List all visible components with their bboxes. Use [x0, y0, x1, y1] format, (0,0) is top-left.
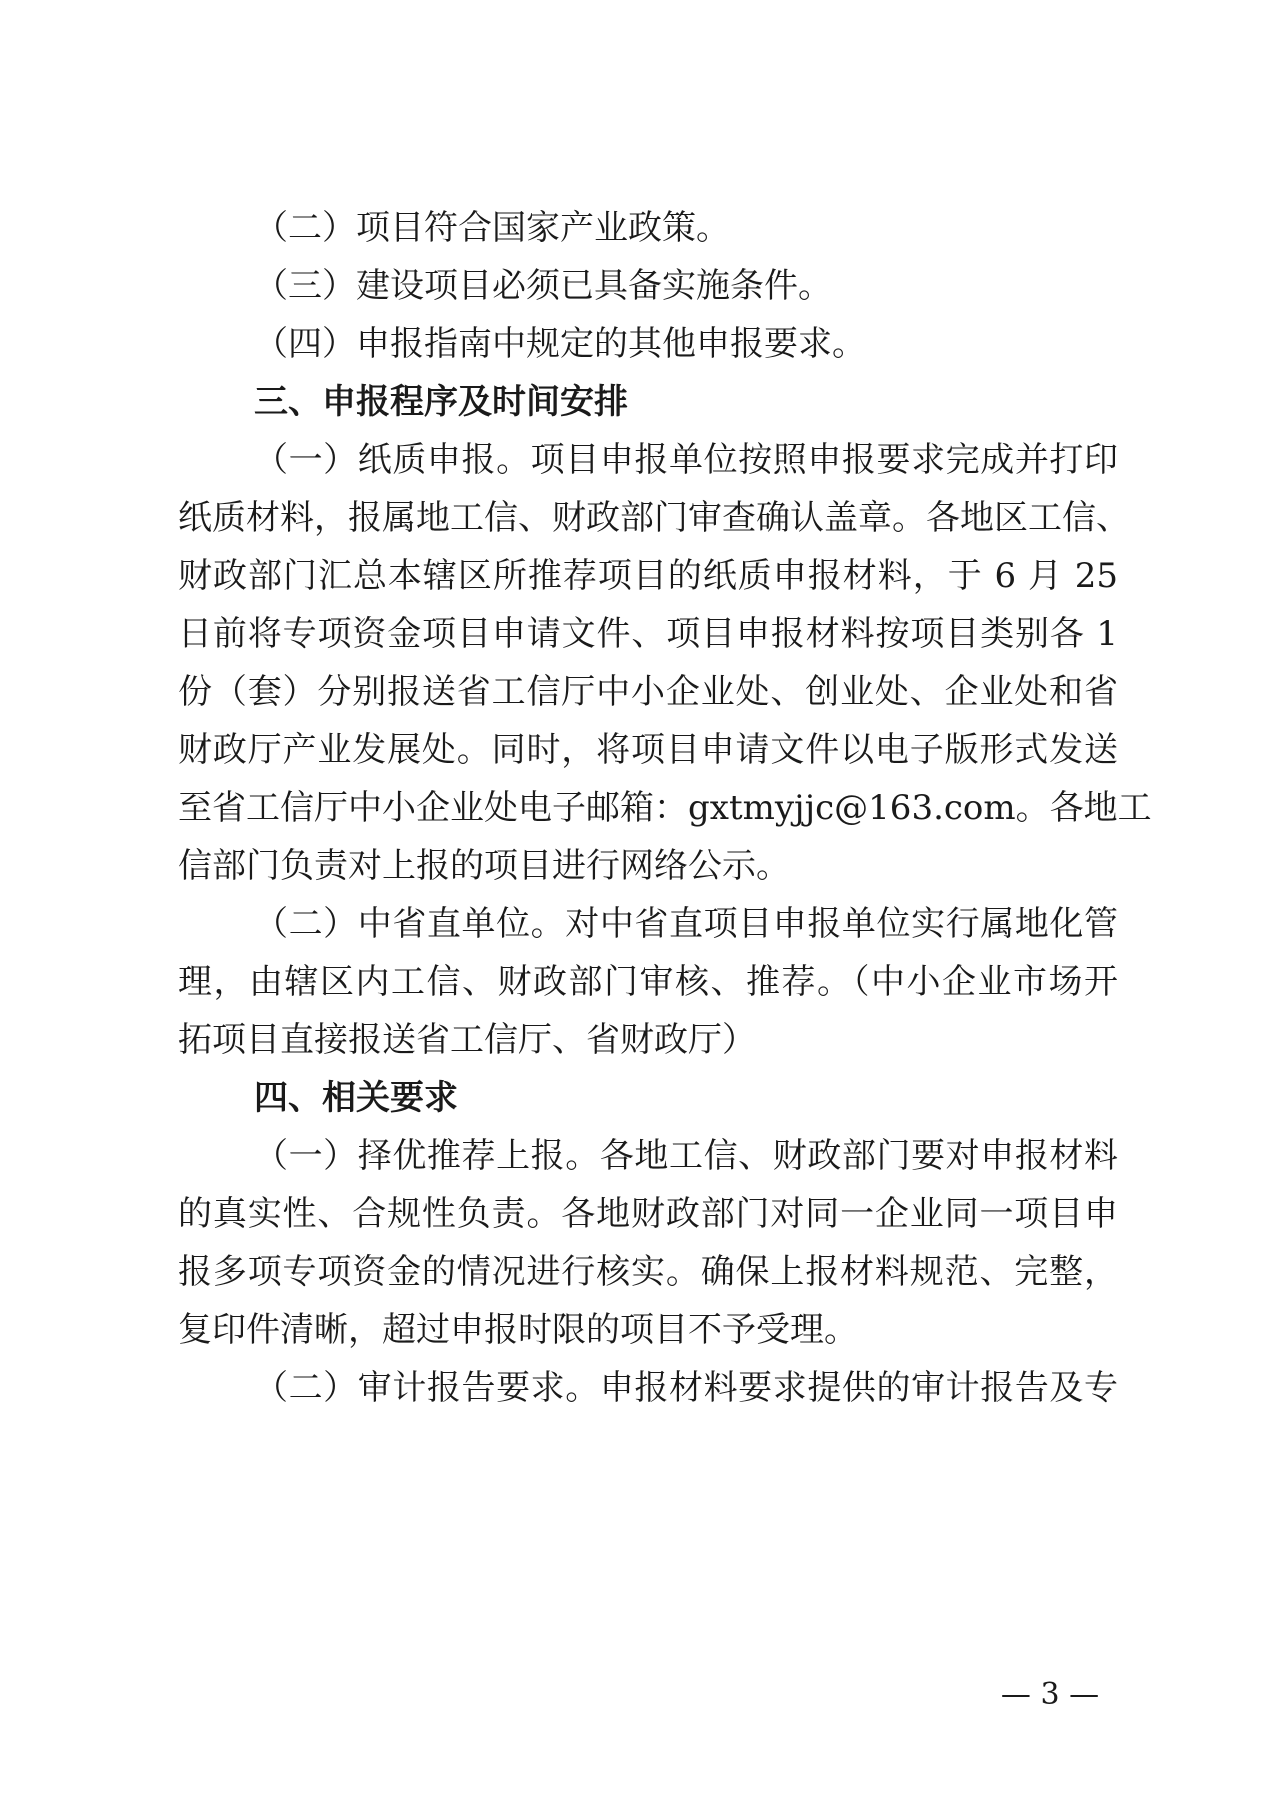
paragraph-line: （一）择优推荐上报。各地工信、财政部门要对申报材料 — [254, 1136, 1118, 1176]
paragraph-line: 复印件清晰，超过申报时限的项目不予受理。 — [178, 1310, 858, 1350]
paragraph-line: （二）审计报告要求。申报材料要求提供的审计报告及专 — [254, 1368, 1118, 1408]
paragraph-line: （二）中省直单位。对中省直项目申报单位实行属地化管 — [254, 904, 1118, 944]
paragraph-line: 的真实性、合规性负责。各地财政部门对同一企业同一项目申 — [178, 1194, 1118, 1234]
paragraph-line: 份（套）分别报送省工信厅中小企业处、创业处、企业处和省 — [178, 672, 1118, 712]
paragraph-line: （一）纸质申报。项目申报单位按照申报要求完成并打印 — [254, 440, 1118, 480]
paragraph-line: 拓项目直接报送省工信厅、省财政厅） — [178, 1020, 756, 1060]
paragraph-line: 理，由辖区内工信、财政部门审核、推荐。（中小企业市场开 — [178, 962, 1118, 1002]
requirement-item-4: （四）申报指南中规定的其他申报要求。 — [254, 324, 866, 364]
paragraph-line: 信部门负责对上报的项目进行网络公示。 — [178, 846, 790, 886]
page-number: — 3 — — [1000, 1677, 1100, 1712]
paragraph-line-email: 至省工信厅中小企业处电子邮箱：gxtmyjjc@163.com。各地工 — [178, 788, 1152, 828]
section-heading-4: 四、相关要求 — [254, 1078, 458, 1118]
paragraph-line: 报多项专项资金的情况进行核实。确保上报材料规范、完整， — [178, 1252, 1118, 1292]
paragraph-line: 日前将专项资金项目申请文件、项目申报材料按项目类别各 1 — [178, 614, 1118, 654]
paragraph-line: 财政部门汇总本辖区所推荐项目的纸质申报材料，于 6 月 25 — [178, 556, 1118, 596]
paragraph-line: 纸质材料，报属地工信、财政部门审查确认盖章。各地区工信、 — [178, 498, 1130, 538]
requirement-item-3: （三）建设项目必须已具备实施条件。 — [254, 266, 832, 306]
section-heading-3: 三、申报程序及时间安排 — [254, 382, 628, 422]
paragraph-line: 财政厅产业发展处。同时，将项目申请文件以电子版形式发送 — [178, 730, 1118, 770]
requirement-item-2: （二）项目符合国家产业政策。 — [254, 208, 730, 248]
